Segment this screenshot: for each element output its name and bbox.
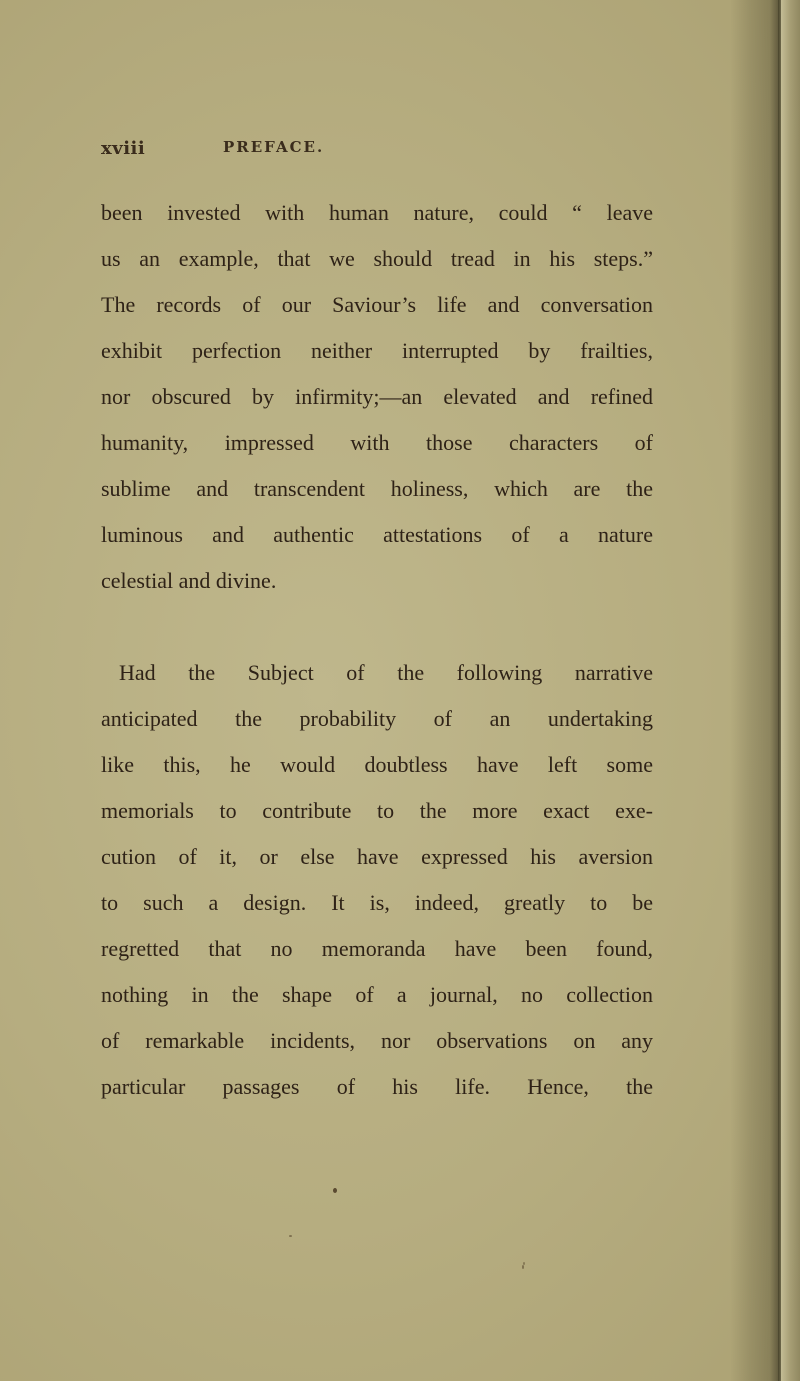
page-number: xviii [101, 138, 146, 159]
page-edge [781, 0, 800, 1381]
text-line: regretted that no memoranda have been found, [101, 936, 653, 961]
text-line: exhibit perfection neither interrupted by frailties, [101, 338, 653, 363]
paper-speck [333, 1188, 337, 1193]
text-line: humanity, impressed with those characters of [101, 430, 653, 455]
paper-speck [523, 1262, 525, 1265]
text-line: The records of our Saviour’s life and conversation [101, 292, 653, 317]
text-line: to such a design. It is, indeed, greatly to be [101, 890, 653, 915]
running-title: PREFACE. [223, 138, 325, 156]
text-line: particular passages of his life. Hence, the [101, 1074, 653, 1099]
text-line: celestial and divine. [101, 568, 277, 593]
paragraph-1 [101, 196, 653, 610]
text-line: Had the Subject of the following narrative [119, 660, 653, 685]
text-line: nor obscured by infirmity;—an elevated and refined [101, 384, 653, 409]
text-line: memorials to contribute to the more exact exe- [101, 798, 653, 823]
paragraph-gap [101, 610, 653, 656]
paper-speck [289, 1235, 292, 1237]
text-line: been invested with human nature, could “ leave [101, 200, 653, 225]
text-line: of remarkable incidents, nor observations on any [101, 1028, 653, 1053]
paragraph-2 [101, 656, 653, 1116]
text-line: sublime and transcendent holiness, which are the [101, 476, 653, 501]
running-head [101, 138, 661, 162]
text-line: luminous and authentic attestations of a nature [101, 522, 653, 547]
text-line: cution of it, or else have expressed his aversion [101, 844, 653, 869]
body-text [101, 196, 653, 1116]
text-line: us an example, that we should tread in his steps.” [101, 246, 653, 271]
text-line: like this, he would doubtless have left some [101, 752, 653, 777]
text-line: nothing in the shape of a journal, no collection [101, 982, 653, 1007]
paper-speck [522, 1265, 524, 1269]
text-line: anticipated the probability of an undertaking [101, 706, 653, 731]
